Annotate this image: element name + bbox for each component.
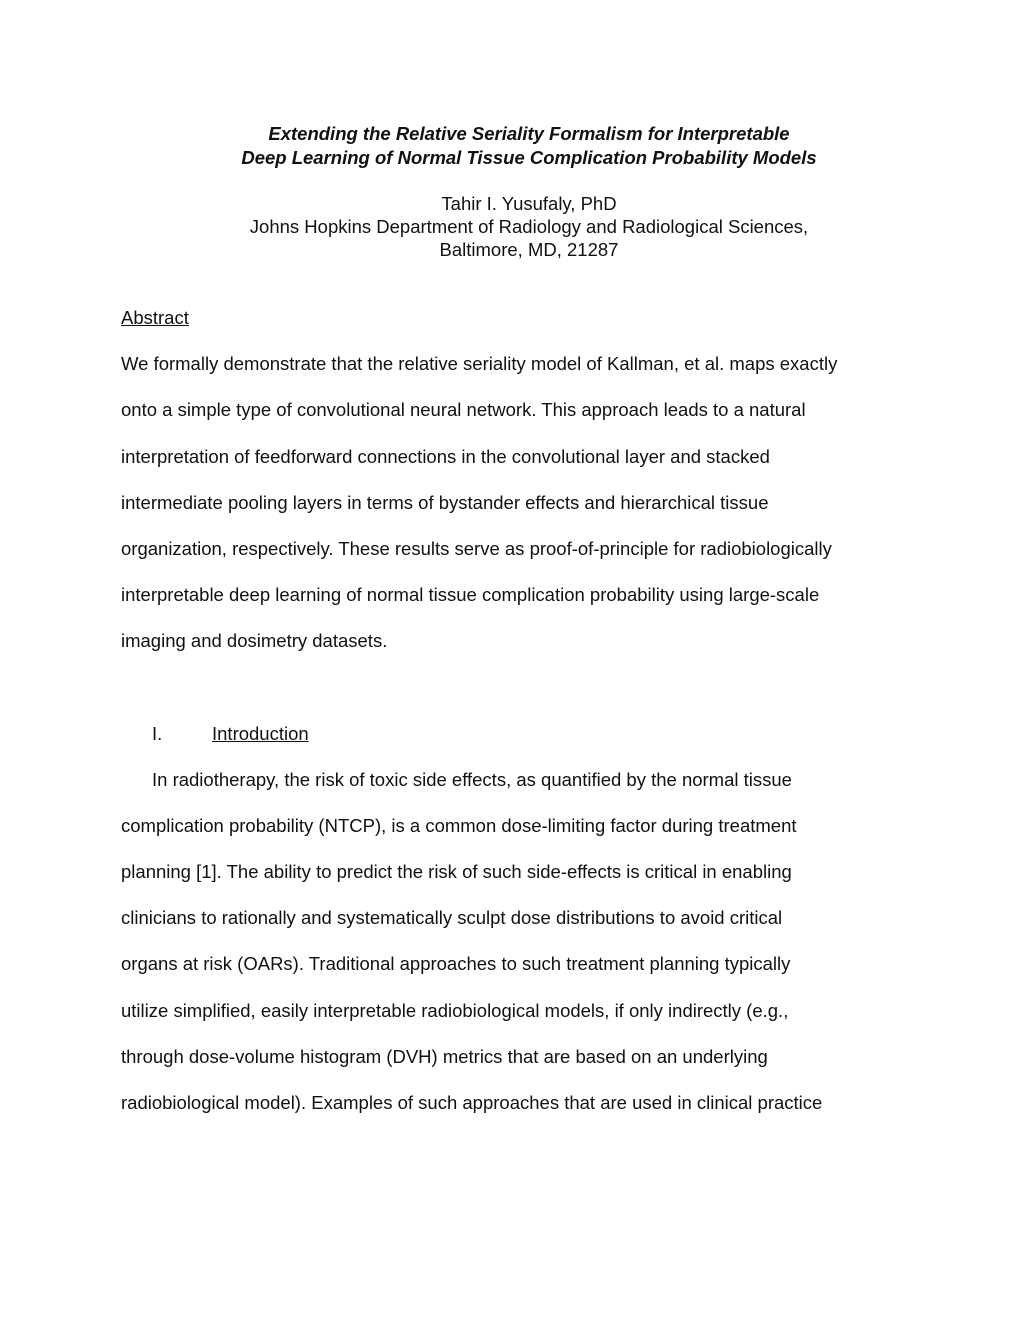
affiliation-line-1: Johns Hopkins Department of Radiology and Radiological Sciences, <box>249 216 809 237</box>
introduction-line: complication probability (NTCP), is a common dose-limiting factor during treatment <box>121 815 797 836</box>
abstract-heading: Abstract <box>121 307 189 328</box>
introduction-line: clinicians to rationally and systematically sculpt dose distributions to avoid critical <box>121 907 783 928</box>
introduction-line: In radiotherapy, the risk of toxic side effects, as quantified by the normal tissue <box>152 769 792 790</box>
affiliation-line-2: Baltimore, MD, 21287 <box>439 239 619 260</box>
abstract-line: interpretation of feedforward connections in the convolutional layer and stacked <box>121 446 770 467</box>
abstract-line: interpretable deep learning of normal tissue complication probability using large-scale <box>121 584 820 605</box>
section-number: I. <box>152 723 163 744</box>
paper-title-line-2: Deep Learning of Normal Tissue Complication Probability Models <box>241 147 817 168</box>
abstract-line: imaging and dosimetry datasets. <box>121 630 388 651</box>
introduction-line: radiobiological model). Examples of such approaches that are used in clinical practice <box>121 1092 823 1113</box>
introduction-heading: Introduction <box>212 723 309 744</box>
introduction-line: planning [1]. The ability to predict the risk of such side-effects is critical in enabling <box>121 861 792 882</box>
abstract-line: onto a simple type of convolutional neural network. This approach leads to a natural <box>121 399 806 420</box>
paper-title-line-1: Extending the Relative Seriality Formalism for Interpretable <box>268 123 790 144</box>
abstract-line: organization, respectively. These results serve as proof-of-principle for radiobiologically <box>121 538 832 559</box>
author-name: Tahir I. Yusufaly, PhD <box>441 193 617 214</box>
introduction-line: utilize simplified, easily interpretable radiobiological models, if only indirectly (e.g., <box>121 1000 789 1021</box>
introduction-line: organs at risk (OARs). Traditional approaches to such treatment planning typically <box>121 953 791 974</box>
abstract-line: intermediate pooling layers in terms of bystander effects and hierarchical tissue <box>121 492 769 513</box>
introduction-line: through dose-volume histogram (DVH) metrics that are based on an underlying <box>121 1046 768 1067</box>
abstract-line: We formally demonstrate that the relative seriality model of Kallman, et al. maps exactly <box>121 353 838 374</box>
